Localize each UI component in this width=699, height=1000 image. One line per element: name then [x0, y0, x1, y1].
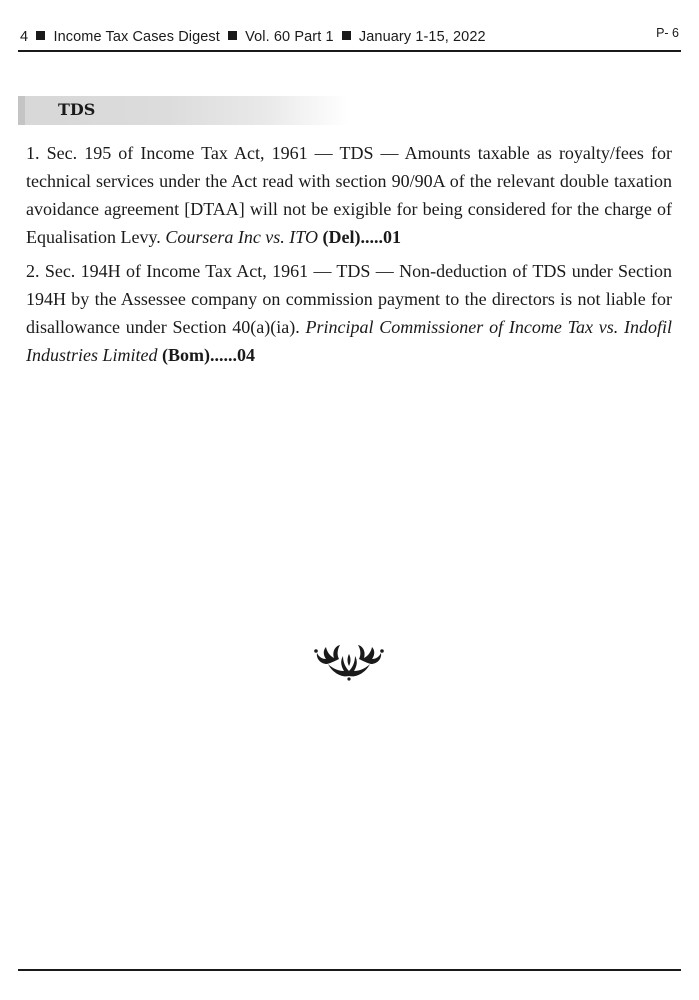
section-heading-band [18, 96, 348, 125]
square-bullet-icon [228, 31, 237, 40]
square-bullet-icon [342, 31, 351, 40]
floral-ornament-icon [308, 642, 390, 682]
digest-entry [26, 257, 672, 369]
footer-rule [18, 969, 681, 971]
case-citation: Coursera Inc vs. ITO [165, 227, 318, 247]
court-page-ref: (Del).....01 [322, 227, 401, 247]
page-header [18, 22, 681, 52]
publication-title: Income Tax Cases Digest [53, 29, 220, 45]
issue-date: January 1-15, 2022 [358, 29, 486, 45]
entry-text: 2. Sec. 194H of Income Tax Act, 1961 — TDS — Non-deduction of TDS under Section 194H by the Assessee company on commission payment to the directors is not liable for disallowance under Section 40(a)(ia). [26, 261, 672, 337]
case-citation: Principal Commissioner of Income Tax vs. Indofil Industries Limited [26, 317, 672, 365]
page-number: 4 [20, 29, 29, 45]
digest-entry [26, 139, 672, 251]
section-band-edge [18, 96, 25, 125]
page-reference: P- 6 [656, 26, 679, 40]
digest-entries [26, 139, 672, 375]
entry-text: 1. Sec. 195 of Income Tax Act, 1961 — TDS — Amounts taxable as royalty/fees for technical services under the Act read with section 90/90A of the relevant double taxation avoidance agreement [DTAA] will not be exigible for being considered for the charge of Equalisation Levy. [26, 143, 672, 247]
court-page-ref: (Bom)......04 [162, 345, 256, 365]
section-title: TDS [58, 100, 96, 119]
volume-label: Vol. 60 Part 1 [245, 29, 334, 45]
square-bullet-icon [36, 31, 45, 40]
running-header [20, 29, 486, 45]
